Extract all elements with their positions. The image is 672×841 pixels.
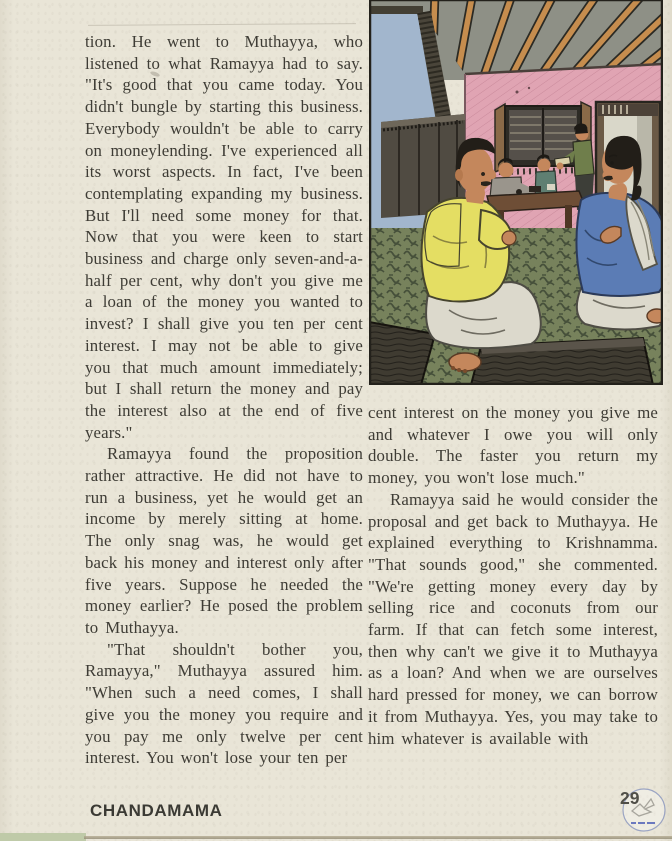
paragraph: Ramayya found the proposition rather attractive. He did not have to run a business, yet he would get an income by merely sitting at home. The only snag was, he would get back his money and interest only after five years. Suppose he needed the money earlier? He posed the problem to Muthayya. xyxy=(85,444,363,637)
paragraph: Ramayya said he would consider the proposal and get back to Muthayya. He explained everything to Krishnamma. "That sounds good," she commented. "We're getting money every day by selling rice and coconuts from our farm. If that can fetch some interest, then why can't we give it to Muthayya as a loan? And when we are ourselves hard pressed for money, we can borrow it from Muthayya. Yes, you may take to him whatever is available with xyxy=(368,489,658,748)
roof-eave xyxy=(369,6,423,14)
magazine-name: CHANDAMAMA xyxy=(90,801,223,820)
story-right-column xyxy=(368,402,658,749)
story-left-column xyxy=(85,31,363,769)
paragraph: cent interest on the money you give me and whatever I owe you will only double. The faster you return my money, you won't lose much." xyxy=(368,403,658,488)
paper-crease xyxy=(88,23,356,26)
page-number: 29 xyxy=(620,788,640,808)
illustration-drawing xyxy=(369,0,663,385)
paragraph: "That shouldn't bother you, Ramayya," Muthayya assured him. "When such a need comes, I shall give you the money you require and you pay me only twelve per cent interest. You won't lose your ten per xyxy=(85,639,363,768)
story-illustration xyxy=(369,0,663,385)
scan-edge-line xyxy=(84,836,672,839)
scan-edge-artifact xyxy=(0,833,86,841)
paragraph: tion. He went to Muthayya, who listened to what Ramayya had to say. "It's good that you came today. You didn't bungle by starting this business. Everybody wouldn't be able to carry on moneylending. I've experienced all its worst aspects. In fact, I've been contemplating expanding my business. But I'll need some money for that. Now that you were keen to start business and charge only seven-and-a-half per cent, why don't you give me a loan of the money you wanted to invest? I shall give you ten per cent interest. I may not be able to give you that much amount immediately; but I shall return the money and pay the interest also at the end of five years." xyxy=(85,32,363,442)
